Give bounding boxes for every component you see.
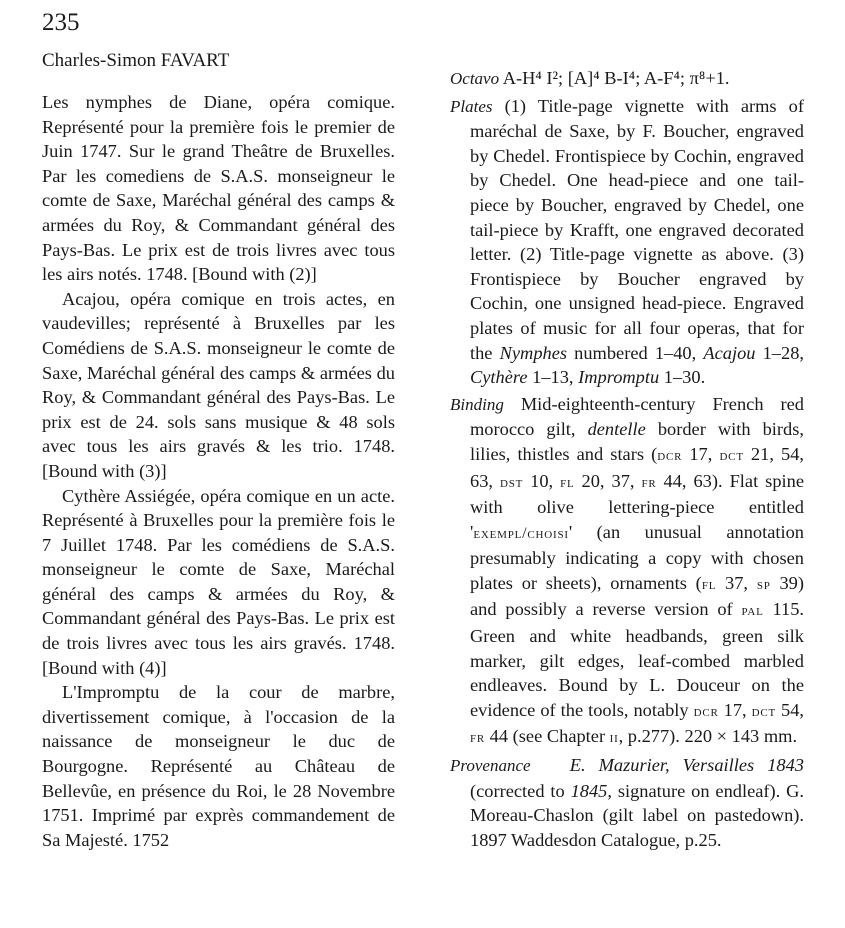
work-title-3: Cythère Assiégée, opéra comique en un acte. Représenté à Bruxelles pour la première fois le 7 Juillet 1748. Par les comédiens de S.A.S. monseigneur le comte de Saxe, Maréchal général des camps & armées du Roy, & Commandant général des Pays-Bas. Le prix est de trois livres avec tous les airs gravés. 1748. [Bound with (4)] [42,485,395,678]
chapter-numeral: ii [609,729,619,747]
tool-code: fl [560,473,575,491]
work-title-2: Acajou, opéra comique en trois actes, en vaudevilles; représenté à Bruxelles par les Comédiens de S.A.S. monseigneur le comte de Saxe, Maréchal général des camps & armées du Roy, & Commandant général des Pays-Bas. Le prix est de 24. sols sans musique & 48 sols avec tous les airs gravés & les trio. 1748. [Bound with (3)] [42,288,395,481]
plates-label: Plates [450,96,493,116]
provenance-corrected-year: 1845 [570,780,608,801]
binding-term-dentelle: dentelle [587,419,646,440]
plates-text: 1–30. [659,367,706,388]
provenance-text: (corrected to [470,780,571,801]
tool-code: fl [701,575,717,593]
binding-text: 44 (see Chapter [485,726,610,747]
binding-label: Binding [450,394,504,414]
binding-text: 54, [776,699,804,720]
plates-text: 1–13, [527,367,579,388]
tool-code: dst [499,473,524,491]
description-column [450,66,804,854]
provenance-description [450,753,804,852]
tool-code: fr [641,473,657,491]
plates-description [450,94,804,390]
binding-text: 17, [718,699,752,720]
binding-text: 115. Green and white headbands, green silk marker, gilt edges, leaf-combed marbled endleaves. Bound by L. Douceur on the evidence of the tools, notably [470,599,804,720]
binding-text: 17, [682,443,720,464]
plates-title-nymphes: Nymphes [499,342,568,363]
tool-code: dct [719,446,744,464]
tool-code: sp [756,575,771,593]
collation [450,66,804,92]
work-title-1: Les nymphes de Diane, opéra comique. Représenté pour la première fois le premier de Juin 1747. Sur le grand Theâtre de Bruxelles. Par les comediens de S.A.S. monseigneur le comte de Saxe, Maréchal général des camps & armées du Roy, & Commandant général des Pays-Bas. Le prix est de trois livres avec tous les airs notés. 1748. [Bound with (2)] [42,92,395,285]
binding-text: 37, [716,572,757,593]
binding-text: 44, 63). Flat spine with olive lettering-piece entitled ' [470,470,804,542]
provenance-text: , signature on endleaf). G. Moreau-Chaslon (gilt label on pastedown). 1897 Waddesdon Catalogue, p.25. [470,780,804,850]
binding-text: , p.277). 220 × 143 mm. [618,726,798,747]
binding-text: border with birds, lilies, thistles and stars ( [470,419,804,464]
binding-text: ' (an unusual annotation presumably indicating a copy with chosen plates or sheets), ornaments ( [470,521,804,593]
tool-code: fr [470,729,486,747]
entry-number: 235 [42,9,80,36]
plates-text: numbered 1–40, [567,342,704,363]
binding-description [450,392,804,751]
binding-text: 21, 54, 63, [470,443,805,491]
plates-title-acajou: Acajou [703,342,756,363]
plates-text: 1–28, [755,342,804,363]
tool-code: dcr [693,702,719,720]
lettering-piece-text: exempl/choisi [473,524,569,542]
plates-title-cythere: Cythère [470,367,528,388]
plates-title-impromptu: Impromptu [578,367,660,388]
work-title-4: L'Impromptu de la cour de marbre, divertissement comique, à l'occasion de la naissance de monseigneur le duc de Bourgogne. Représenté au Château de Bellevûe, en présence du Roi, le 28 Novembre 1751. Imprimé par exprès commandement de Sa Majesté. 1752 [42,682,395,850]
plates-text: (1) Title-page vignette with arms of maréchal de Saxe, by F. Boucher, engraved by Chedel. Frontispiece by Cochin, engraved by Chedel. One head-piece and one tail-piece by Boucher, engraved by Chedel, one tail-piece by Krafft, one engraved decorated letter. (2) Title-page vignette as above. (3) Frontispiece by Boucher engraved by Cochin, one unsigned head-piece. Engraved plates of music for all four operas, that for the [470,95,804,363]
tool-code: dcr [657,446,683,464]
binding-text: 10, [523,470,561,491]
titles-column [42,90,395,852]
binding-text: 20, 37, [574,470,642,491]
tool-code: dct [751,702,777,720]
collation-formula: A-H⁴ I²; [A]⁴ B-I⁴; A-F⁴; π⁸+1. [502,68,730,88]
provenance-owner: E. Mazurier, Versailles 1843 [569,755,805,776]
provenance-label: Provenance [450,756,531,776]
binding-text: Mid-eighteenth-century French red morocco gilt, [470,393,804,440]
tool-code: pal [741,602,764,620]
binding-text: 39) and possibly a reverse version of [470,572,804,620]
author-name: Charles-Simon FAVART [42,50,230,71]
collation-label: Octavo [450,69,500,88]
